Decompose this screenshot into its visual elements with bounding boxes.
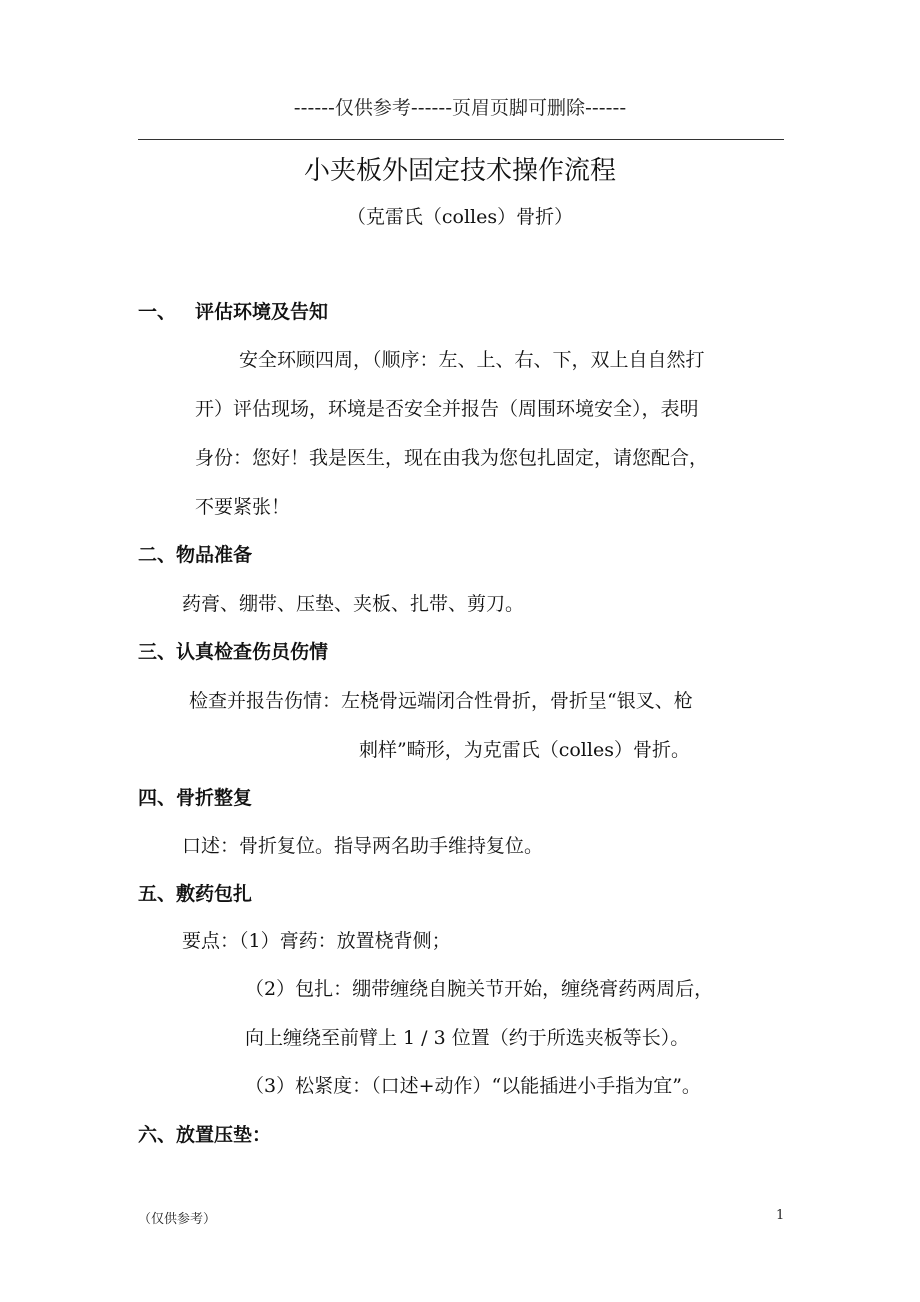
section-2-line: 药膏、绷带、压垫、夹板、扎带、剪刀。: [182, 593, 525, 615]
section-1-line-3: 身份：您好！我是医生，现在由我为您包扎固定，请您配合，: [195, 447, 709, 469]
document-title: 小夹板外固定技术操作流程: [303, 156, 616, 186]
footer-note: （仅供参考）: [138, 1212, 217, 1227]
page-number: 1: [776, 1208, 785, 1223]
section-1-line-1: 安全环顾四周，（顺序：左、上、右、下，双上自自然打: [239, 349, 705, 371]
header-divider: [138, 139, 784, 140]
section-5-line-1: 要点：（1）膏药：放置桡背侧；: [182, 930, 451, 952]
section-5-heading: 五、敷药包扎: [138, 883, 253, 905]
section-5-line-3: 向上缠绕至前臂上 1 / 3 位置（约于所选夹板等长）。: [245, 1027, 690, 1049]
section-2-heading: 二、物品准备: [138, 544, 253, 566]
section-1-line-2: 开）评估现场，环境是否安全并报告（周围环境安全），表明: [195, 398, 699, 420]
section-1-number: 一、: [138, 301, 177, 323]
section-5-line-4: （3）松紧度：（口述+动作）“以能插进小手指为宜”。: [245, 1075, 701, 1097]
section-1-line-4: 不要紧张！: [195, 496, 291, 518]
section-4-line: 口述：骨折复位。指导两名助手维持复位。: [182, 835, 544, 857]
section-4-heading: 四、骨折整复: [138, 787, 253, 809]
section-1-heading: 评估环境及告知: [195, 301, 329, 323]
document-subtitle: （克雷氏（colles）骨折）: [346, 206, 574, 228]
section-3-line-2: 刺样”畸形，为克雷氏（colles）骨折。: [359, 739, 690, 761]
section-5-line-2: （2）包扎：绷带缠绕自腕关节开始，缠绕膏药两周后，: [245, 978, 714, 1000]
section-3-heading: 三、认真检查伤员伤情: [138, 641, 329, 663]
section-3-line-1: 检查并报告伤情：左桡骨远端闭合性骨折，骨折呈“银叉、枪: [189, 690, 693, 712]
section-6-heading: 六、放置压垫：: [138, 1124, 272, 1146]
page-header: ------仅供参考------页眉页脚可删除------: [293, 97, 627, 119]
